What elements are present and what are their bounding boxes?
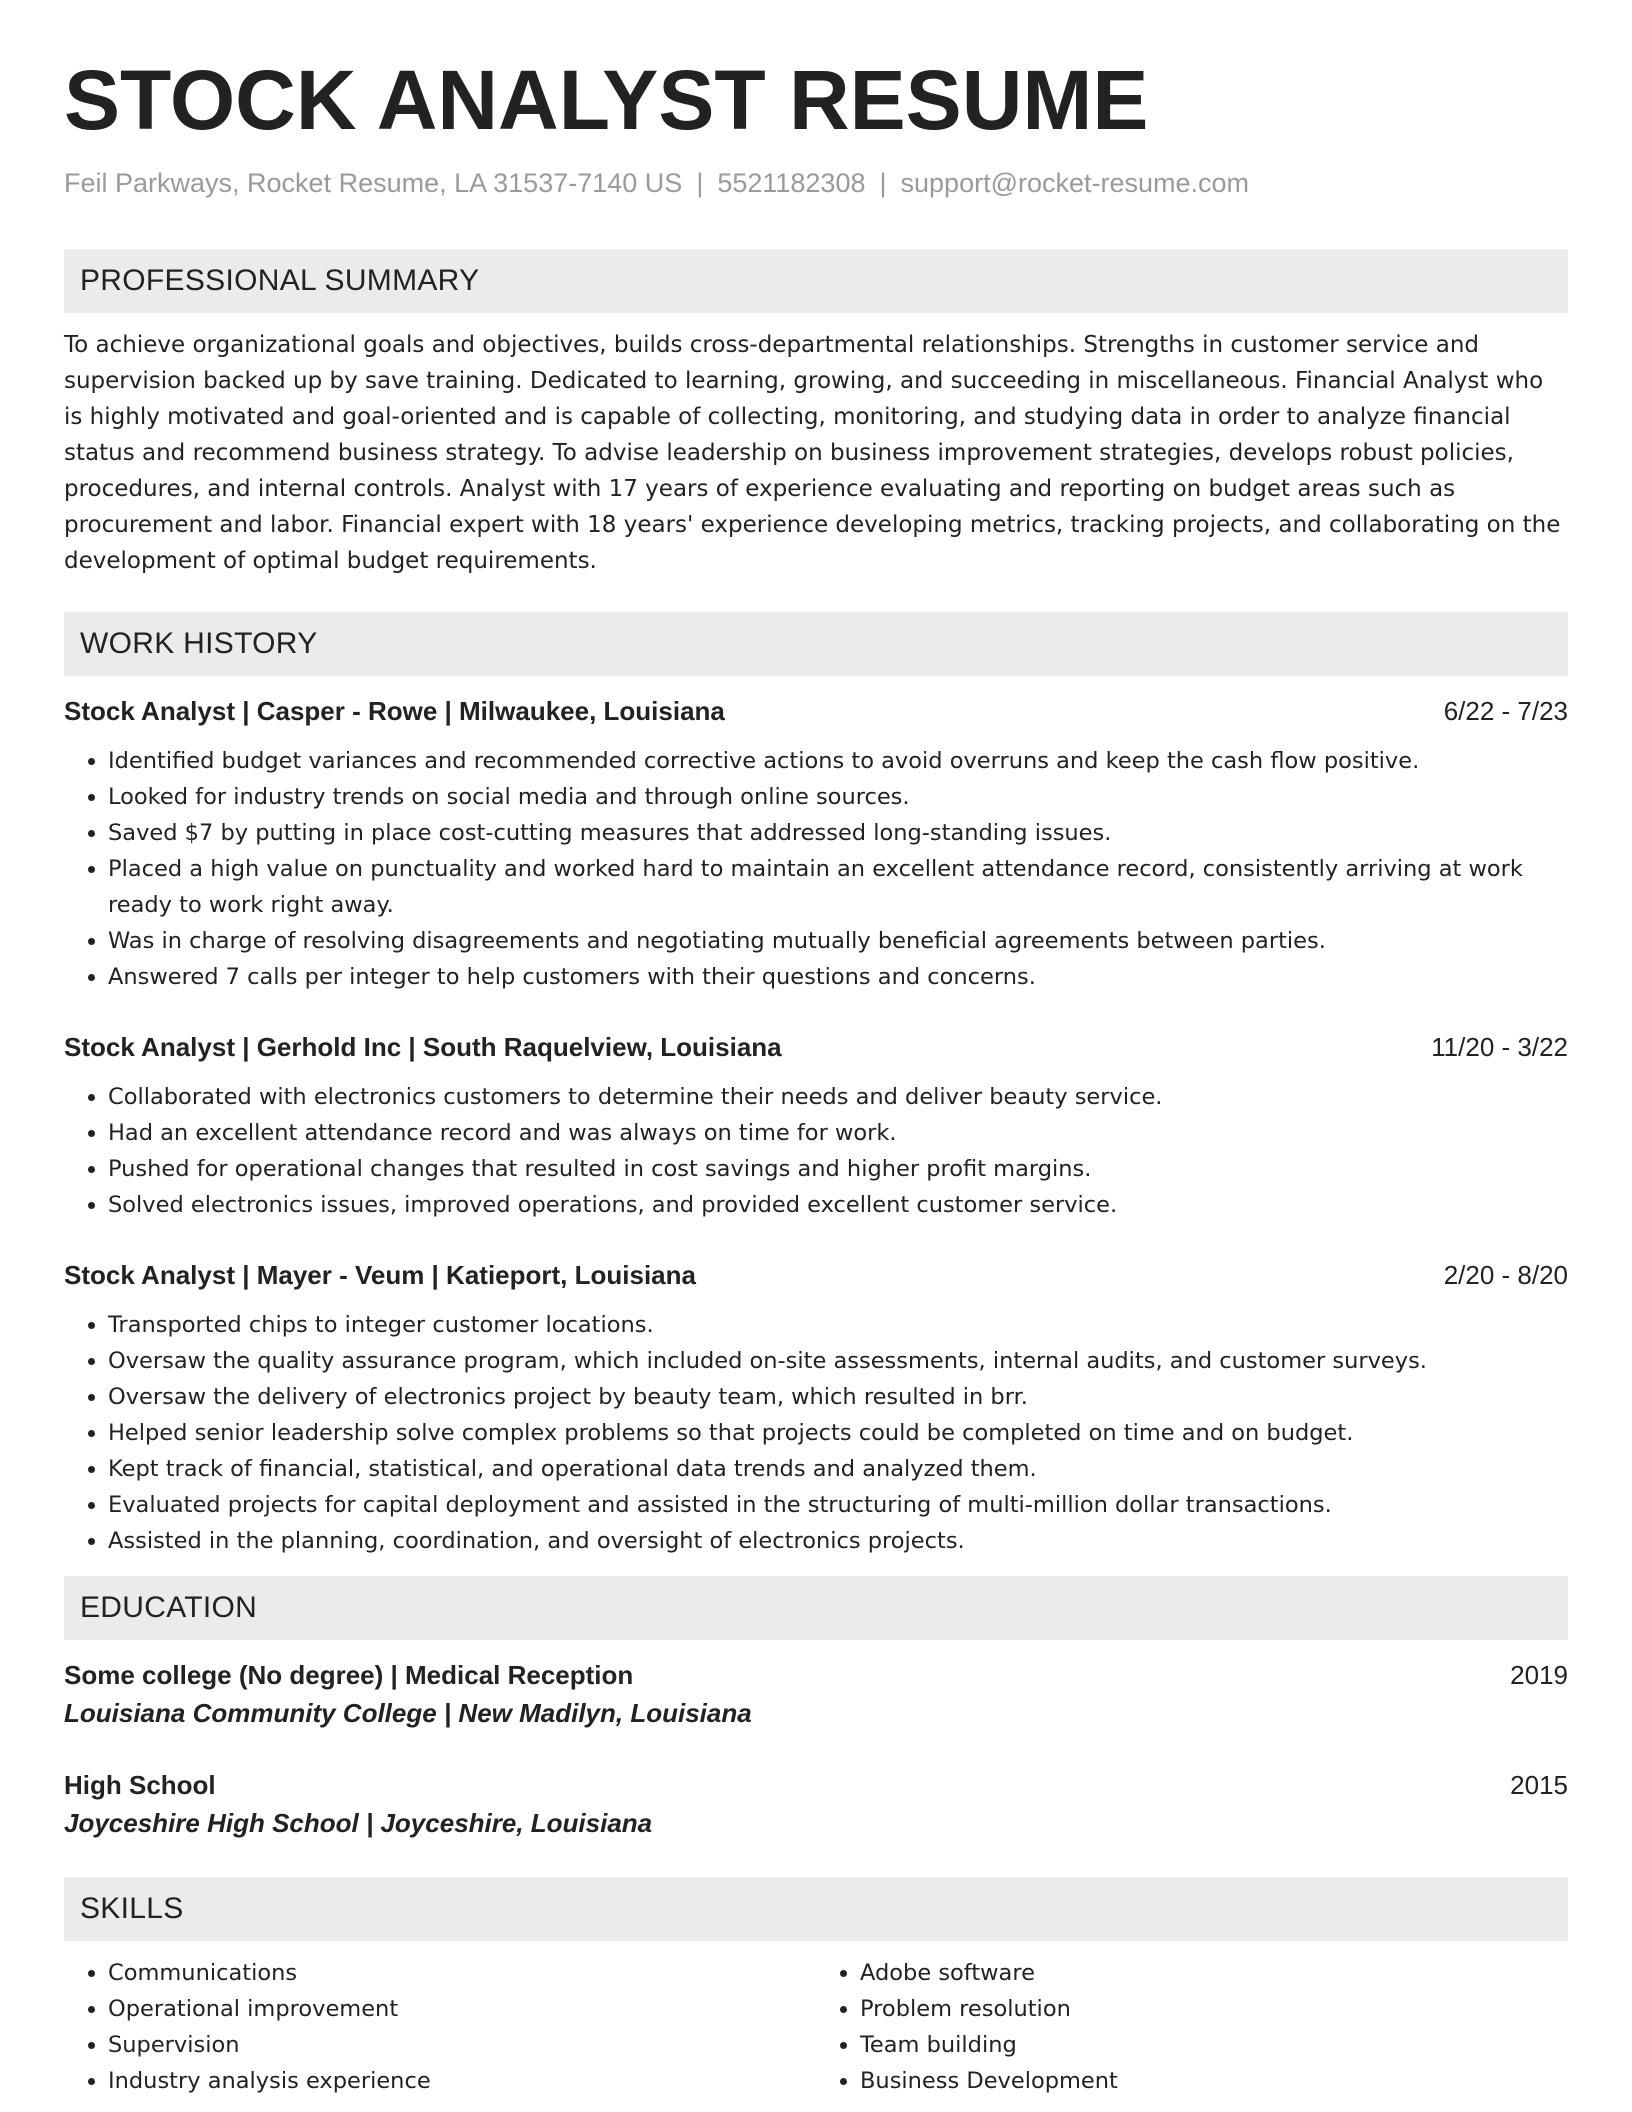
job-dates: 2/20 - 8/20 (1443, 1260, 1568, 1290)
education-school: Joyceshire High School | Joyceshire, Louisiana (64, 1808, 653, 1838)
contact-address: Feil Parkways, Rocket Resume, LA 31537-7140 US (64, 168, 683, 198)
job-bullet: • Saved $7 by putting in place cost-cutting measures that addressed long-standing issues. (108, 815, 1568, 851)
education-degree: High School (64, 1770, 216, 1800)
section-header-education: EDUCATION (64, 1576, 1568, 1640)
job-bullet: • Looked for industry trends on social media and through online sources. (108, 779, 1568, 815)
job-bullet: • Helped senior leadership solve complex problems so that projects could be completed on time and on budget. (108, 1415, 1568, 1451)
education-year: 2015 (1510, 1770, 1568, 1800)
skills-column-left (64, 1955, 816, 2099)
job-bullet: • Oversaw the quality assurance program, which included on-site assessments, internal audits, and customer surveys. (108, 1343, 1568, 1379)
job-bullet-list (64, 743, 1568, 995)
education-header (64, 1657, 1568, 1693)
job-bullet: • Collaborated with electronics customers to determine their needs and deliver beauty service. (108, 1079, 1568, 1115)
job-bullet: • Pushed for operational changes that resulted in cost savings and higher profit margins. (108, 1151, 1568, 1187)
job-entry (64, 693, 1568, 995)
skill-item: • Team building (860, 2027, 1568, 2063)
contact-line (64, 166, 1568, 200)
education-header (64, 1767, 1568, 1803)
job-dates: 6/22 - 7/23 (1443, 696, 1568, 726)
section-header-summary: PROFESSIONAL SUMMARY (64, 249, 1568, 313)
job-bullet: • Was in charge of resolving disagreements and negotiating mutually beneficial agreements between parties. (108, 923, 1568, 959)
job-header (64, 1257, 1568, 1293)
education-year: 2019 (1510, 1660, 1568, 1690)
skill-item: • Business Development (860, 2063, 1568, 2099)
contact-phone: 5521182308 (717, 168, 866, 198)
contact-email[interactable]: support@rocket-resume.com (900, 168, 1250, 198)
job-bullet: • Solved electronics issues, improved operations, and provided excellent customer service. (108, 1187, 1568, 1223)
job-bullet-list (64, 1079, 1568, 1223)
skill-item: • Problem resolution (860, 1991, 1568, 2027)
section-header-skills: SKILLS (64, 1877, 1568, 1941)
education-entry (64, 1767, 1568, 1843)
resume-title: STOCK ANALYST RESUME (64, 53, 1149, 147)
education-school: Louisiana Community College | New Madilyn, Louisiana (64, 1698, 752, 1728)
job-bullet: • Assisted in the planning, coordination, and oversight of electronics projects. (108, 1523, 1568, 1559)
job-bullet: • Identified budget variances and recommended corrective actions to avoid overruns and keep the cash flow positive. (108, 743, 1568, 779)
job-bullet: • Placed a high value on punctuality and worked hard to maintain an excellent attendance record, consistently arriving at work ready to work right away. (108, 851, 1568, 923)
job-title: Stock Analyst | Casper - Rowe | Milwaukee, Louisiana (64, 696, 725, 726)
job-bullet: • Transported chips to integer customer locations. (108, 1307, 1568, 1343)
skill-item: • Industry analysis experience (108, 2063, 816, 2099)
skills-grid (64, 1955, 1568, 2099)
skill-item: • Operational improvement (108, 1991, 816, 2027)
education-degree: Some college (No degree) | Medical Reception (64, 1660, 634, 1690)
job-bullet: • Answered 7 calls per integer to help customers with their questions and concerns. (108, 959, 1568, 995)
skill-item: • Communications (108, 1955, 816, 1991)
skill-item: • Adobe software (860, 1955, 1568, 1991)
education-entry (64, 1657, 1568, 1733)
skills-column-right (816, 1955, 1568, 2099)
job-entry (64, 1257, 1568, 1559)
job-entry (64, 1029, 1568, 1223)
job-dates: 11/20 - 3/22 (1431, 1032, 1568, 1062)
job-bullet-list (64, 1307, 1568, 1559)
job-title: Stock Analyst | Gerhold Inc | South Raquelview, Louisiana (64, 1032, 782, 1062)
job-title: Stock Analyst | Mayer - Veum | Katieport, Louisiana (64, 1260, 696, 1290)
contact-separator: | (879, 168, 887, 198)
skill-item: • Supervision (108, 2027, 816, 2063)
job-bullet: • Kept track of financial, statistical, and operational data trends and analyzed them. (108, 1451, 1568, 1487)
summary-text: To achieve organizational goals and objectives, builds cross-departmental relationships. Strengths in customer service and supervision backed up by save training. Dedicated to learning, growing, and succeeding in miscellaneous. Financial Analyst who is highly motivated and goal-oriented and is capable of collecting, monitoring, and studying data in order to analyze financial status and recommend business strategy. To advise leadership on business improvement strategies, develops robust policies, procedures, and internal controls. Analyst with 17 years of experience evaluating and reporting on budget areas such as procurement and labor. Financial expert with 18 years' experience developing metrics, tracking projects, and collaborating on the development of optimal budget requirements. (64, 332, 1561, 574)
job-bullet: • Evaluated projects for capital deployment and assisted in the structuring of multi-million dollar transactions. (108, 1487, 1568, 1523)
contact-separator: | (696, 168, 704, 198)
section-header-work-history: WORK HISTORY (64, 612, 1568, 676)
job-header (64, 693, 1568, 729)
job-bullet: • Oversaw the delivery of electronics project by beauty team, which resulted in brr. (108, 1379, 1568, 1415)
job-header (64, 1029, 1568, 1065)
job-bullet: • Had an excellent attendance record and was always on time for work. (108, 1115, 1568, 1151)
